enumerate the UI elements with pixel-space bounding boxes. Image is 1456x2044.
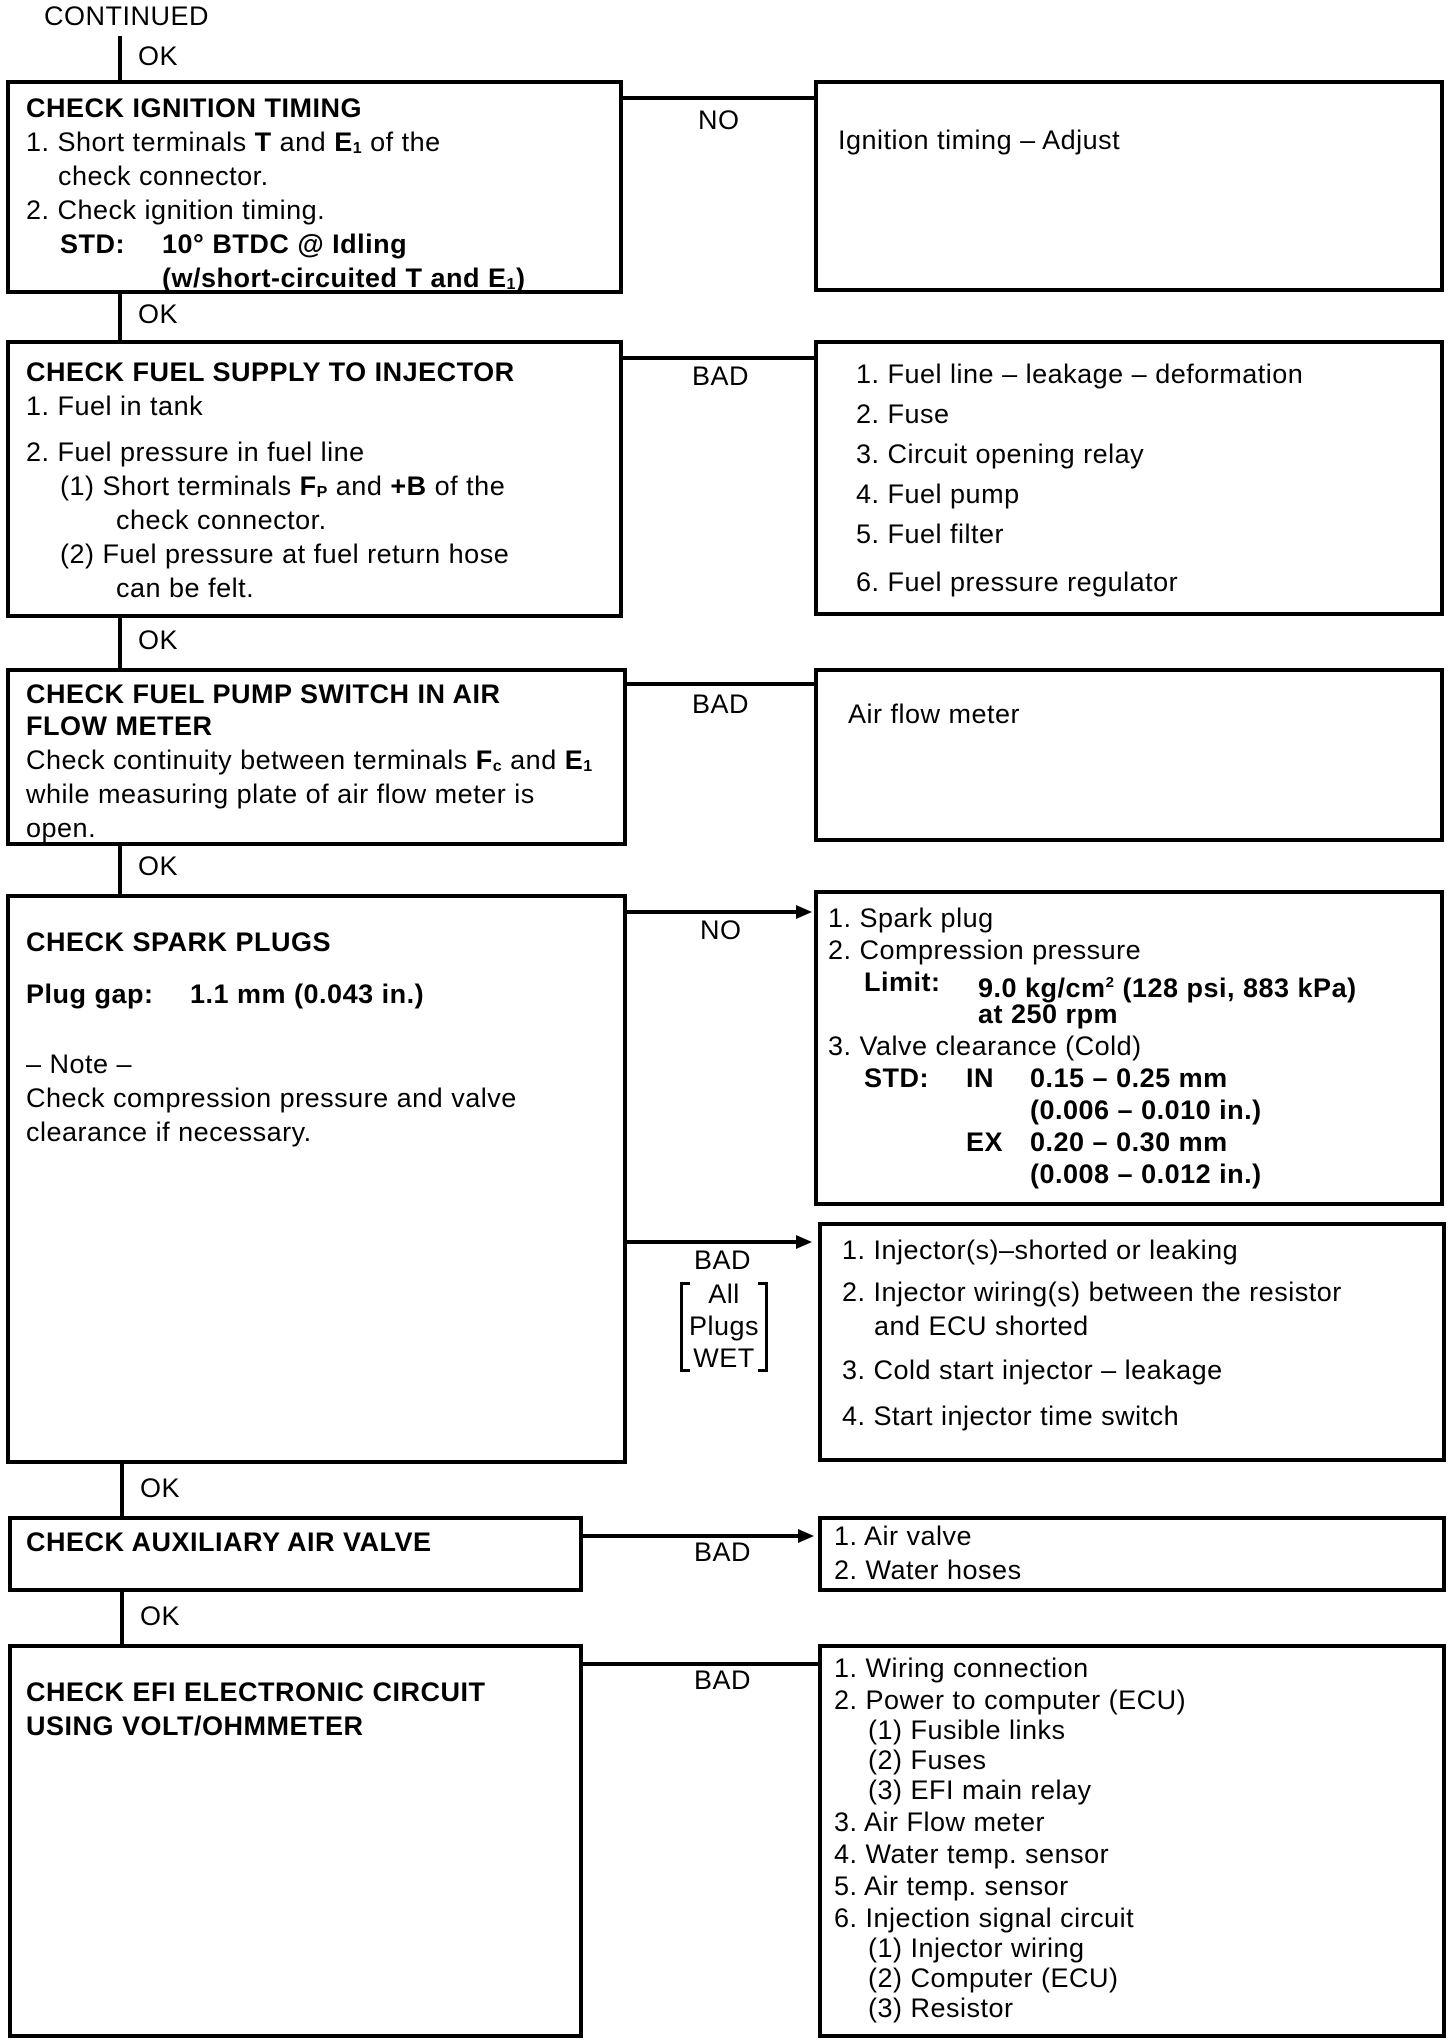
condition-label: All	[708, 1279, 740, 1309]
step-line: 2. Check ignition timing.	[26, 195, 326, 225]
step-title: CHECK IGNITION TIMING	[26, 93, 362, 123]
result-item: 2. Injector wiring(s) between the resistor	[842, 1277, 1342, 1307]
result-item: 2. Power to computer (ECU)	[834, 1685, 1187, 1715]
result-item: 1. Fuel line – leakage – deformation	[856, 359, 1304, 389]
result-item: 4. Water temp. sensor	[834, 1839, 1110, 1869]
limit-value: 9.0 $kg/cm^2$ (128 psi, 883 kPa)	[978, 973, 1357, 1003]
note-heading: – Note –	[26, 1049, 133, 1079]
result-subitem: (2) Fuses	[868, 1745, 987, 1775]
branch-label-no: NO	[700, 915, 742, 945]
ok-label: OK	[138, 41, 179, 71]
in-value: 0.15 – 0.25 mm	[1030, 1063, 1228, 1093]
step-title: CHECK SPARK PLUGS	[26, 927, 332, 957]
branch-label-bad: BAD	[694, 1665, 752, 1695]
plug-gap-label: Plug gap:	[26, 979, 154, 1009]
step-line: check connector.	[58, 161, 269, 191]
result-text: Air flow meter	[848, 699, 1021, 729]
flow-line	[118, 294, 122, 342]
ok-label: OK	[140, 1473, 181, 1503]
step-title: CHECK FUEL PUMP SWITCH IN AIR	[26, 679, 501, 709]
step-line: 1. Fuel in tank	[26, 391, 204, 421]
plug-gap-value: 1.1 mm (0.043 in.)	[190, 979, 425, 1009]
result-box	[814, 890, 1444, 1206]
step-title: CHECK AUXILIARY AIR VALVE	[26, 1527, 432, 1557]
flow-line	[118, 618, 122, 670]
in-inch: (0.006 – 0.010 in.)	[1030, 1095, 1262, 1125]
check-ignition-timing-box	[6, 80, 623, 294]
in-label: IN	[966, 1063, 994, 1093]
continued-label: CONTINUED	[44, 1, 209, 31]
flow-line	[118, 36, 122, 82]
ok-label: OK	[138, 625, 179, 655]
result-item: 1. Injector(s)–shorted or leaking	[842, 1235, 1239, 1265]
step-line: 2. Fuel pressure in fuel line	[26, 437, 365, 467]
std-label: STD:	[864, 1063, 929, 1093]
limit-rpm: at 250 rpm	[978, 999, 1119, 1029]
result-box	[814, 668, 1444, 842]
result-item: 5. Fuel filter	[856, 519, 1005, 549]
arrow-head	[798, 1529, 814, 1543]
step-line: 1. Short terminals T and $E_1$ of the	[26, 127, 441, 157]
result-item: 1. Spark plug	[828, 903, 994, 933]
ex-label: EX	[966, 1127, 1004, 1157]
result-subitem: (3) EFI main relay	[868, 1775, 1092, 1805]
result-item: 3. Air Flow meter	[834, 1807, 1046, 1837]
result-box	[814, 80, 1444, 292]
branch-line	[627, 682, 814, 686]
flow-line	[118, 846, 122, 896]
result-item: 3. Valve clearance (Cold)	[828, 1031, 1142, 1061]
branch-line	[583, 1534, 800, 1538]
check-fuel-supply-box	[6, 340, 623, 618]
result-item: 2. Water hoses	[834, 1555, 1022, 1585]
step-title: FLOW METER	[26, 711, 213, 741]
result-box	[818, 1516, 1446, 1592]
branch-line	[623, 96, 814, 100]
limit-label: Limit:	[864, 967, 941, 997]
result-subitem: (2) Computer (ECU)	[868, 1963, 1119, 1993]
step-line: Check continuity between terminals $F_c$ and $E_1$	[26, 745, 593, 775]
result-item: 6. Fuel pressure regulator	[856, 567, 1179, 597]
condition-label: WET	[693, 1343, 755, 1373]
note-line: clearance if necessary.	[26, 1117, 312, 1147]
flow-line	[120, 1464, 124, 1518]
result-box	[814, 340, 1444, 616]
result-box	[818, 1222, 1446, 1462]
result-item: 2. Fuse	[856, 399, 950, 429]
step-title: CHECK EFI ELECTRONIC CIRCUIT	[26, 1677, 486, 1707]
result-box	[818, 1644, 1446, 2038]
branch-label-bad: BAD	[694, 1537, 752, 1567]
result-item: 3. Cold start injector – leakage	[842, 1355, 1223, 1385]
std-value: 10° BTDC @ Idling	[162, 229, 408, 259]
result-item: 4. Fuel pump	[856, 479, 1020, 509]
condition-label: Plugs	[688, 1311, 760, 1341]
step-line: while measuring plate of air flow meter is	[26, 779, 535, 809]
result-item: 1. Air valve	[834, 1521, 973, 1551]
check-efi-circuit-box	[8, 1644, 583, 2038]
branch-label-bad: BAD	[694, 1245, 752, 1275]
flow-line	[120, 1592, 124, 1646]
step-line: (2) Fuel pressure at fuel return hose	[60, 539, 510, 569]
std-label: STD:	[60, 229, 125, 259]
step-title: CHECK FUEL SUPPLY TO INJECTOR	[26, 357, 515, 387]
note-line: Check compression pressure and valve	[26, 1083, 517, 1113]
arrow-head	[796, 1235, 812, 1249]
ok-label: OK	[138, 851, 179, 881]
result-item: 6. Injection signal circuit	[834, 1903, 1135, 1933]
step-line: can be felt.	[116, 573, 255, 603]
check-spark-plugs-box	[6, 894, 627, 1464]
result-item: 3. Circuit opening relay	[856, 439, 1145, 469]
result-subitem: (1) Fusible links	[868, 1715, 1066, 1745]
branch-label-bad: BAD	[692, 361, 750, 391]
result-item: 5. Air temp. sensor	[834, 1871, 1069, 1901]
step-line: open.	[26, 813, 97, 843]
result-item: 2. Compression pressure	[828, 935, 1142, 965]
check-fuel-pump-switch-box	[6, 668, 627, 846]
result-item: 1. Wiring connection	[834, 1653, 1089, 1683]
result-item: and ECU shorted	[874, 1311, 1089, 1341]
std-condition: (w/short-circuited T and $E_1$)	[162, 263, 526, 293]
step-line: (1) Short terminals $F_P$ and +B of the	[60, 471, 506, 501]
ok-label: OK	[140, 1601, 181, 1631]
step-title: USING VOLT/OHMMETER	[26, 1711, 364, 1741]
arrow-head	[796, 905, 812, 919]
result-text: Ignition timing – Adjust	[838, 125, 1121, 155]
result-subitem: (3) Resistor	[868, 1993, 1014, 2023]
branch-label-bad: BAD	[692, 689, 750, 719]
branch-label-no: NO	[698, 105, 740, 135]
result-subitem: (1) Injector wiring	[868, 1933, 1085, 1963]
ex-value: 0.20 – 0.30 mm	[1030, 1127, 1228, 1157]
check-auxiliary-air-valve-box	[8, 1516, 583, 1592]
result-item: 4. Start injector time switch	[842, 1401, 1180, 1431]
step-line: check connector.	[116, 505, 327, 535]
ok-label: OK	[138, 299, 179, 329]
ex-inch: (0.008 – 0.012 in.)	[1030, 1159, 1262, 1189]
